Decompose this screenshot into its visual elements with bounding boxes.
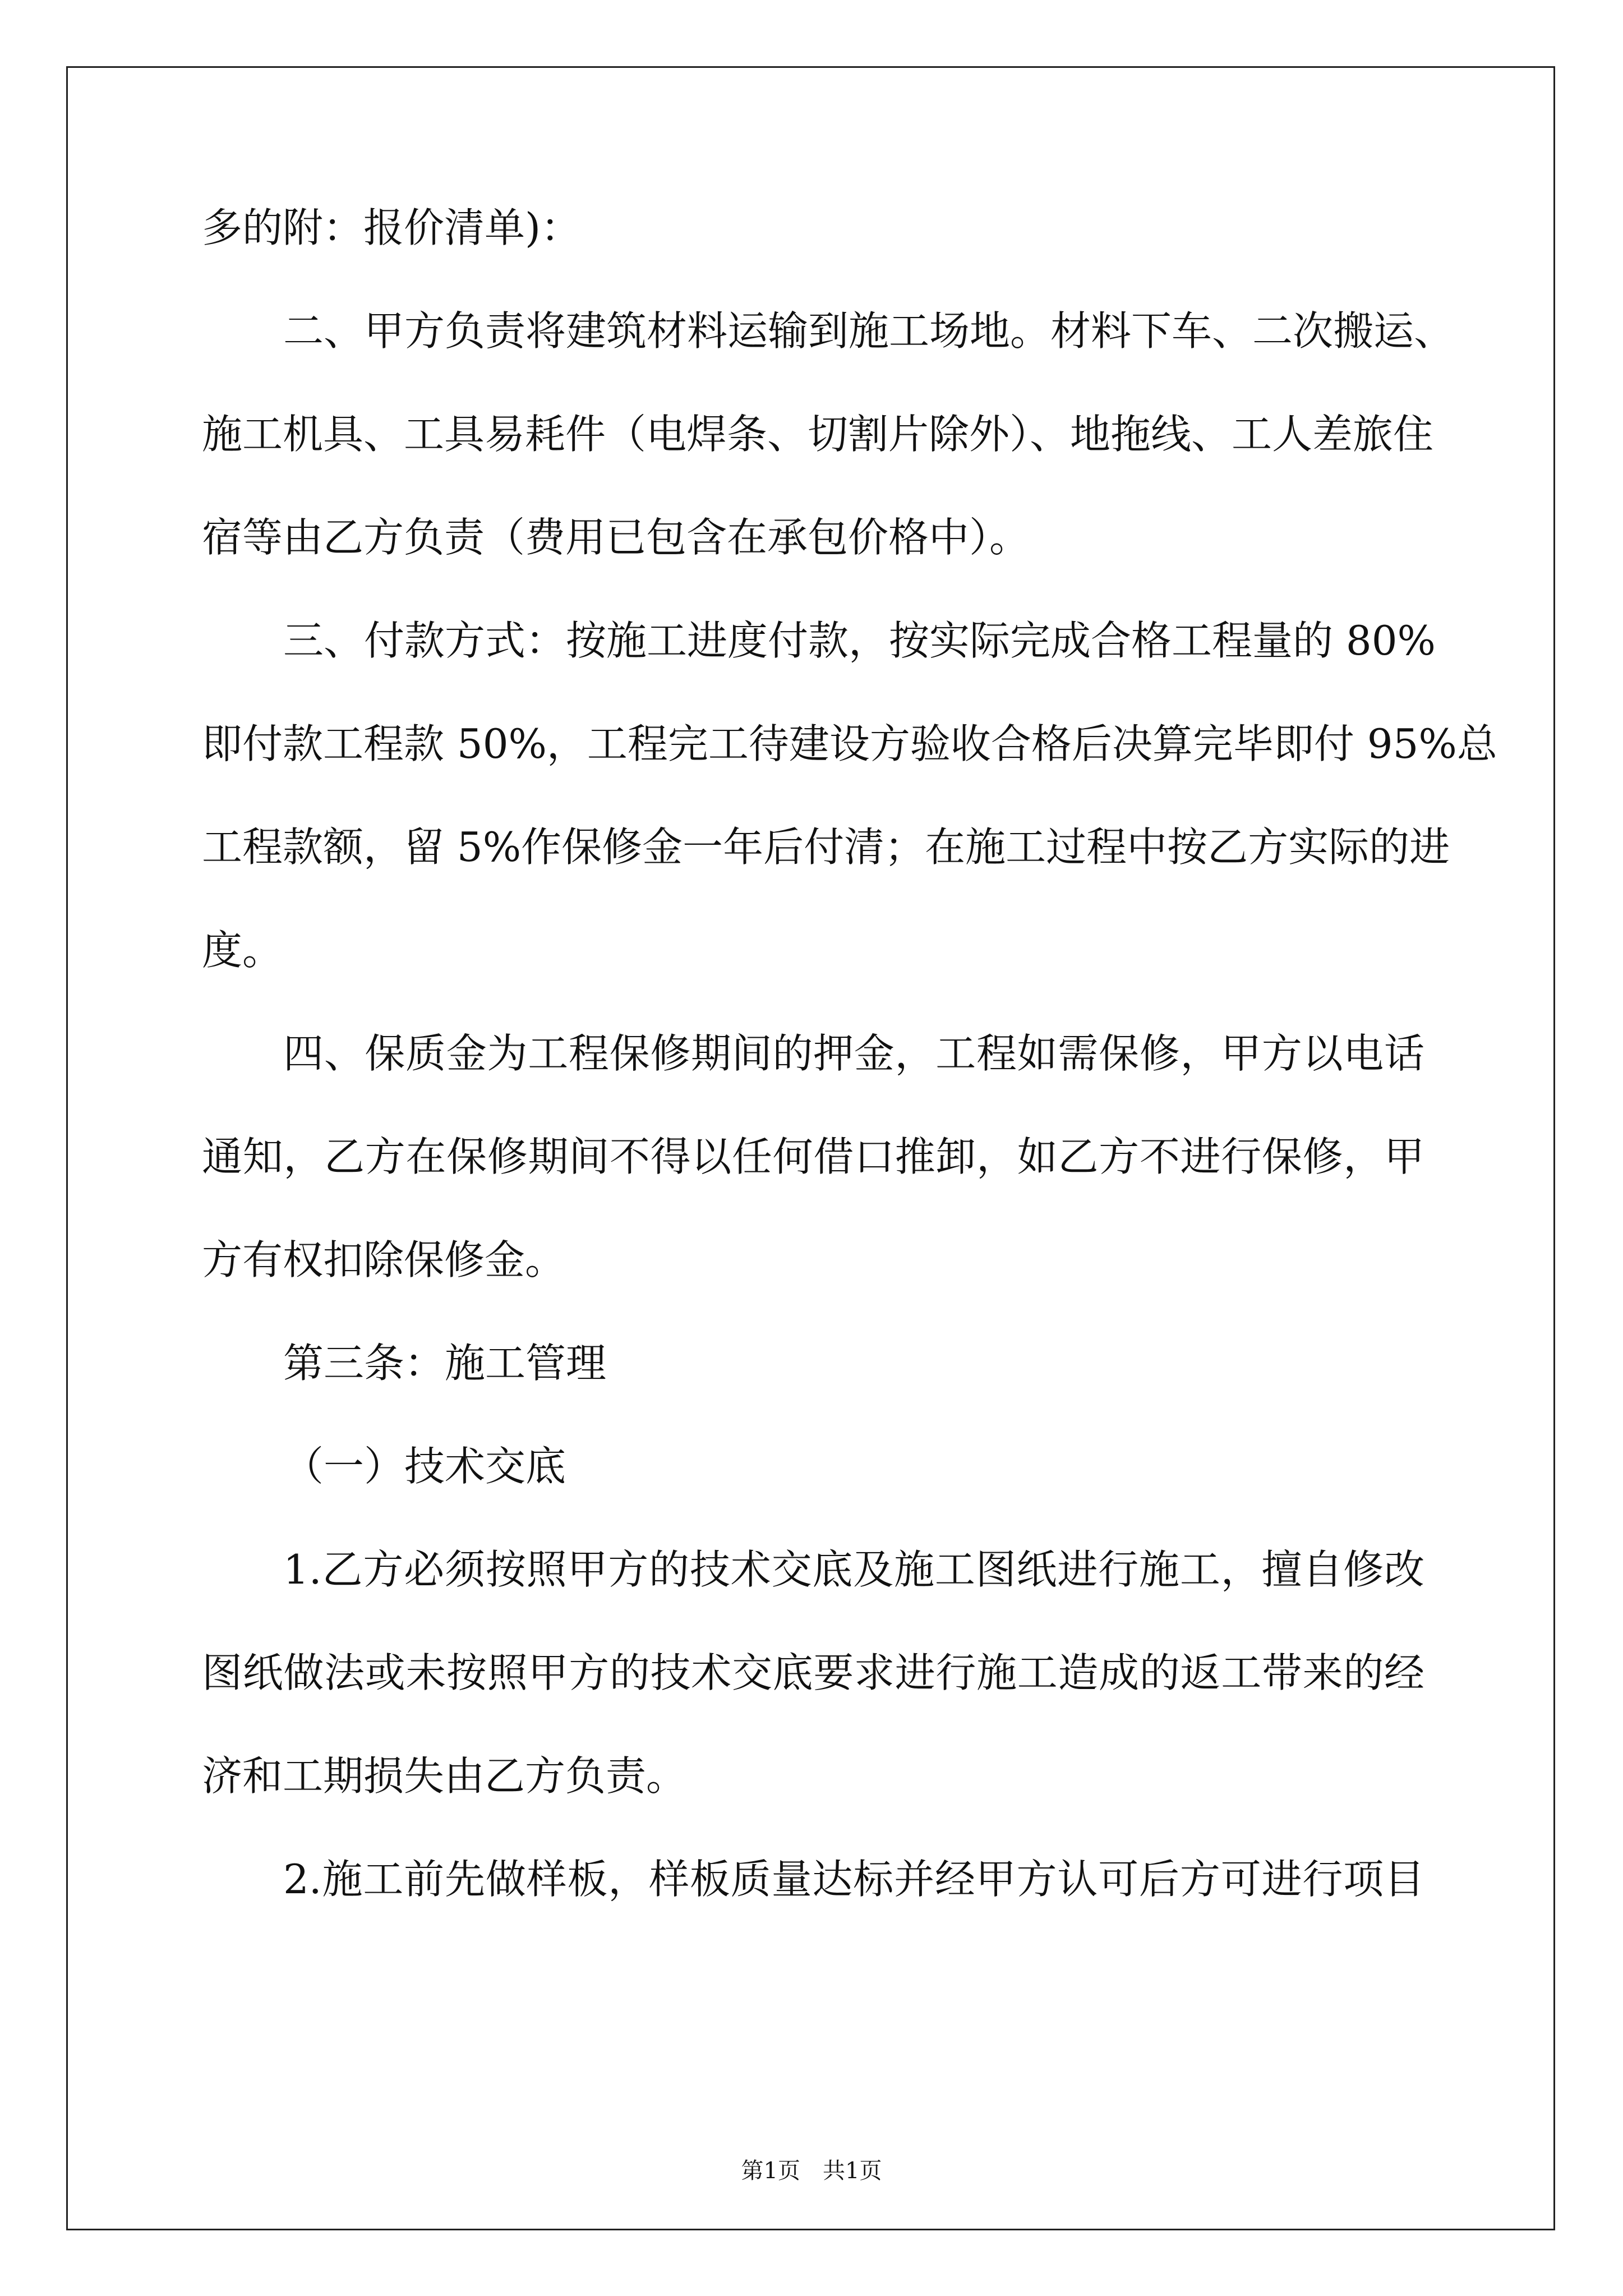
paragraph-line: 工程款额，留 5%作保修金一年后付清；在施工过程中按乙方实际的进 (202, 823, 1450, 871)
document-body (202, 202, 1497, 1957)
paragraph-line: 多的附：报价清单)： (202, 204, 582, 251)
paragraph-line: 图纸做法或未按照甲方的技术交底要求进行施工造成的返工带来的经 (202, 1649, 1424, 1696)
paragraph-line: 四、保质金为工程保修期间的押金，工程如需保修，甲方以电话 (283, 1030, 1424, 1077)
paragraph-line: 三、付款方式：按施工进度付款，按实际完成合格工程量的 80% (283, 617, 1436, 664)
paragraph-line: 济和工期损失由乙方负责。 (202, 1752, 687, 1800)
paragraph-line: 1.乙方必须按照甲方的技术交底及施工图纸进行施工，擅自修改 (283, 1546, 1424, 1593)
paragraph-line: 二、甲方负责将建筑材料运输到施工场地。材料下车、二次搬运、 (283, 307, 1455, 355)
paragraph-line: 即付款工程款 50%，工程完工待建设方验收合格后决算完毕即付 95%总 (202, 720, 1497, 767)
paragraph-line: 宿等由乙方负责（费用已包含在承包价格中）。 (202, 514, 1030, 561)
paragraph-line: 通知，乙方在保修期间不得以任何借口推卸，如乙方不进行保修，甲 (202, 1133, 1424, 1180)
paragraph-line: 方有权扣除保修金。 (202, 1236, 566, 1283)
paragraph-line: 2.施工前先做样板，样板质量达标并经甲方认可后方可进行项目 (283, 1856, 1424, 1903)
paragraph-line: 度。 (202, 927, 283, 974)
page-footer: 第1页 共1页 (741, 2158, 882, 2184)
section-heading: 第三条：施工管理 (283, 1340, 607, 1387)
paragraph-line: 施工机具、工具易耗件（电焊条、切割片除外）、地拖线、工人差旅住 (202, 411, 1434, 458)
subsection-heading: （一）技术交底 (283, 1443, 566, 1490)
